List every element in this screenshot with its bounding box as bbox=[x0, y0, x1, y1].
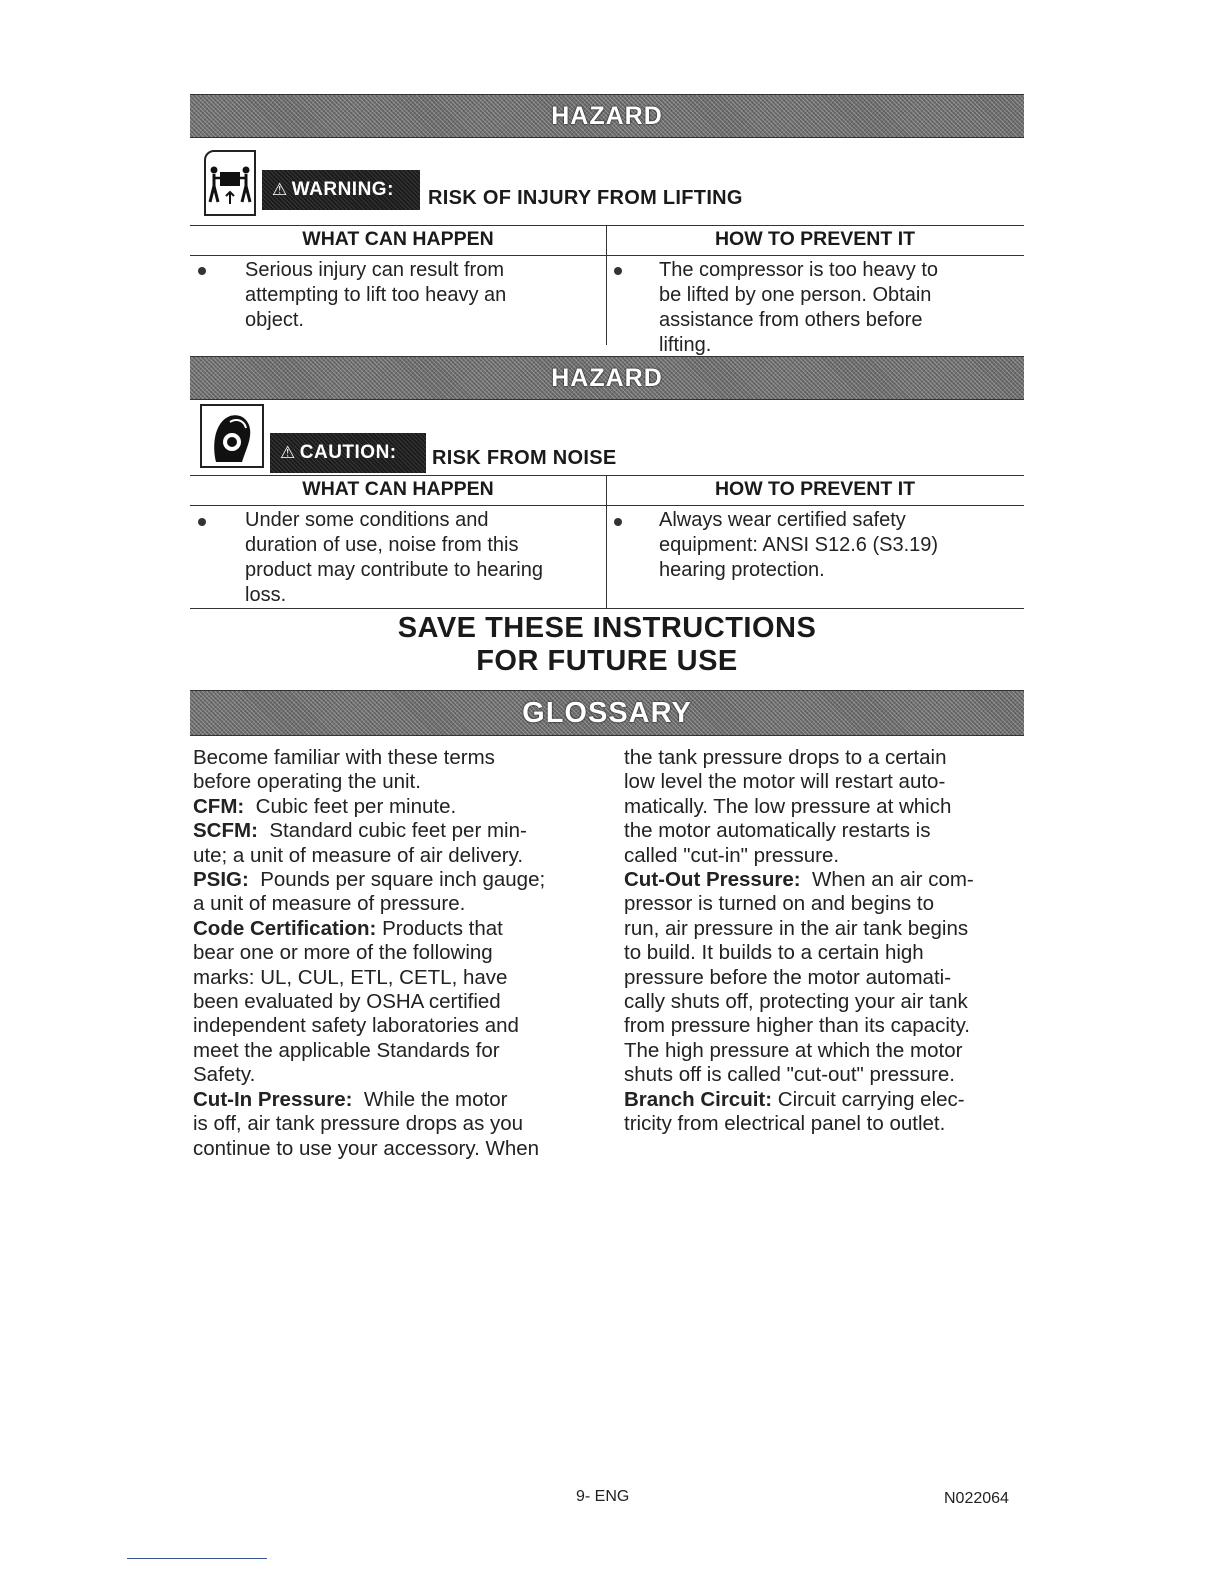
how-to-prevent-text: Always wear certified safety equipment: ANSI S12.6 (S3.19) hearing protection. bbox=[659, 509, 939, 581]
how-to-prevent-header: HOW TO PREVENT IT bbox=[714, 478, 916, 500]
hearing-protection-icon bbox=[200, 404, 264, 468]
glossary-right-column bbox=[624, 746, 1024, 1137]
bullet-dot bbox=[198, 267, 206, 275]
what-can-happen-header: WHAT CAN HAPPEN bbox=[302, 478, 494, 500]
save-instructions-heading: SAVE THESE INSTRUCTIONS FOR FUTURE USE bbox=[397, 612, 817, 677]
glossary-intro: Become familiar with these terms before operating the unit. bbox=[193, 746, 495, 794]
page-number: 9- ENG bbox=[576, 1488, 630, 1505]
glossary-entry-code-certification: Code Certification: Products that bear one or more of the following marks: UL, CUL, ETL, CETL, have been evaluated by OSHA certified independent safety laboratories and meet the applicable Standards for Safety. bbox=[193, 916, 519, 1087]
glossary-banner bbox=[190, 690, 1024, 736]
glossary-entry-cfm: CFM: Cubic feet per minute. bbox=[193, 794, 457, 818]
warning-label: WARNING: bbox=[291, 179, 394, 200]
alert-triangle-icon: ⚠ bbox=[280, 443, 296, 462]
table-rule bbox=[190, 255, 1024, 256]
table-rule bbox=[190, 475, 1024, 476]
glossary-entry-cut-in-pressure: Cut-In Pressure: While the motor is off, air tank pressure drops as you continue to use your accessory. When bbox=[193, 1087, 540, 1160]
risk-title-noise: RISK FROM NOISE bbox=[432, 447, 617, 469]
table-rule bbox=[190, 505, 1024, 506]
alert-triangle-icon: ⚠ bbox=[272, 180, 288, 199]
lifting-hazard-icon bbox=[204, 150, 256, 216]
lifting-pictogram bbox=[206, 152, 254, 214]
glossary-left-column bbox=[193, 746, 593, 1161]
document-code: N022064 bbox=[944, 1490, 1009, 1507]
what-can-happen-text: Under some conditions and duration of use, noise from this product may contribute to hearing loss. bbox=[245, 509, 543, 606]
glossary-entry-branch-circuit: Branch Circuit: Circuit carrying elec- tricity from electrical panel to outlet. bbox=[624, 1087, 965, 1136]
ear-muff-pictogram bbox=[202, 406, 262, 466]
bullet-dot bbox=[198, 518, 206, 526]
glossary-entry-psig: PSIG: Pounds per square inch gauge; a unit of measure of pressure. bbox=[193, 868, 546, 916]
how-to-prevent-text: The compressor is too heavy to be lifted by one person. Obtain assistance from others before lifting. bbox=[659, 259, 939, 356]
table-rule bbox=[190, 225, 1024, 226]
glossary-entry-scfm: SCFM: Standard cubic feet per min- ute; a unit of measure of air delivery. bbox=[193, 819, 527, 867]
glossary-title: GLOSSARY bbox=[522, 696, 692, 729]
hazard-banner bbox=[190, 356, 1024, 400]
column-divider bbox=[606, 225, 607, 345]
what-can-happen-text: Serious injury can result from attempting to lift too heavy an object. bbox=[245, 259, 507, 331]
link-underline bbox=[127, 1558, 267, 1559]
risk-title-lifting: RISK OF INJURY FROM LIFTING bbox=[428, 187, 743, 209]
caution-signal-word bbox=[270, 433, 426, 473]
bullet-dot bbox=[614, 267, 622, 275]
glossary-entry-cut-in-continued: the tank pressure drops to a certain low level the motor will restart auto- matically. The low pressure at which the motor automatically restarts is called "cut-in" pressure. bbox=[624, 746, 952, 867]
hazard-banner bbox=[190, 94, 1024, 138]
hazard-banner-label: HAZARD bbox=[551, 363, 663, 392]
what-can-happen-header: WHAT CAN HAPPEN bbox=[302, 228, 494, 250]
glossary-entry-cut-out-pressure: Cut-Out Pressure: When an air com- pressor is turned on and begins to run, air pressure in the air tank begins to build. It builds to a certain high pressure before the motor automati- cally shuts off, protecting your air tank from pressure higher than its capacity. The high pressure at which the motor shuts off is called "cut-out" pressure. bbox=[624, 868, 974, 1087]
warning-signal-word bbox=[262, 170, 420, 210]
bullet-dot bbox=[614, 518, 622, 526]
how-to-prevent-header: HOW TO PREVENT IT bbox=[714, 228, 916, 250]
column-divider bbox=[606, 475, 607, 608]
table-rule bbox=[190, 608, 1024, 609]
hazard-banner-label: HAZARD bbox=[551, 101, 663, 130]
caution-label: CAUTION: bbox=[299, 442, 397, 463]
